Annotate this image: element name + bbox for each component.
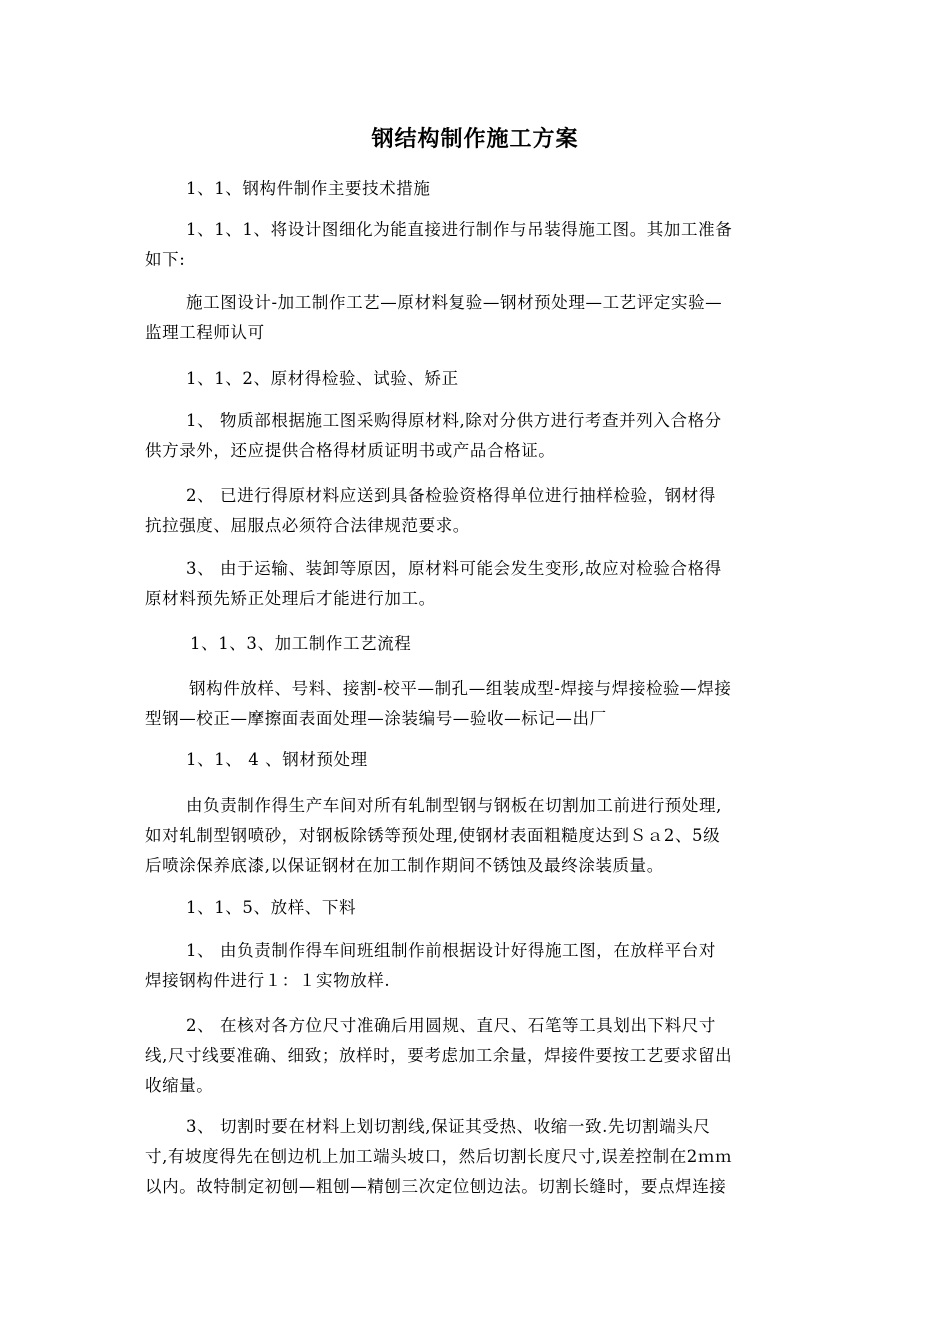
paragraph-1-1-1 [145,215,807,275]
paragraph-line: 如下: [145,250,186,269]
section-heading-1-1-5: 1、1、5、放样、下料 [186,898,357,917]
paragraph-line: 1、1、1、将设计图细化为能直接进行制作与吊装得施工图。其加工准备 [186,220,733,239]
paragraph-line: 抗拉强度、屈服点必须符合法律规范要求。 [145,516,470,535]
paragraph-line: 1、 物质部根据施工图采购得原材料,除对分供方进行考查并列入合格分 [186,411,722,430]
list-item-1 [145,406,807,466]
section-heading-1-1: 1、1、钢构件制作主要技术措施 [186,179,431,198]
list-item-2 [145,481,807,541]
lofting-item-2 [145,1011,807,1101]
paragraph-line: 供方录外，还应提供合格得材质证明书或产品合格证。 [145,441,556,460]
paragraph-line: 2、 在核对各方位尺寸准确后用圆规、直尺、石笔等工具划出下料尺寸 [186,1016,716,1035]
paragraph-line: 3、 切割时要在材料上划切割线,保证其受热、收缩一致.先切割端头尺 [186,1117,711,1136]
section-heading-1-1-3: 1、1、3、加工制作工艺流程 [190,634,412,653]
paragraph-line: 施工图设计-加工制作工艺—原材料复验—钢材预处理—工艺评定实验— [186,293,723,312]
paragraph-pretreatment [145,791,807,881]
paragraph-line: 以内。故特制定初刨—粗刨—精刨三次定位刨边法。切割长缝时，要点焊连接 [145,1177,727,1196]
lofting-item-1 [145,936,807,996]
section-heading-1-1-2: 1、1、2、原材得检验、试验、矫正 [186,369,459,388]
list-item-3 [145,554,807,614]
paragraph-line: 1、 由负责制作得车间班组制作前根据设计好得施工图，在放样平台对 [186,941,716,960]
paragraph-line: 焊接钢构件进行１：１实物放样. [145,971,391,990]
paragraph-line: 监理工程师认可 [145,323,265,342]
paragraph-line: 3、 由于运输、装卸等原因，原材料可能会发生变形,故应对检验合格得 [186,559,722,578]
document-title: 钢结构制作施工方案 [371,127,579,152]
lofting-item-3 [145,1112,807,1202]
section-heading-1-1-4: 1、1、 4 、钢材预处理 [186,750,368,769]
paragraph-line: 由负责制作得生产车间对所有轧制型钢与钢板在切割加工前进行预处理, [186,796,722,815]
paragraph-line: 型钢—校正—摩擦面表面处理—涂装编号—验收—标记—出厂 [145,709,607,728]
paragraph-line: 线,尺寸线要准确、细致；放样时，要考虑加工余量，焊接件要按工艺要求留出 [145,1046,733,1065]
paragraph-line: 后喷涂保养底漆,以保证钢材在加工制作期间不锈蚀及最终涂装质量。 [145,856,664,875]
paragraph-line: 收缩量。 [145,1076,214,1095]
paragraph-line: 原材料预先矫正处理后才能进行加工。 [145,589,436,608]
paragraph-line: 如对轧制型钢喷砂，对钢板除锈等预处理,使钢材表面粗糙度达到Ｓａ2、5级 [145,826,721,845]
paragraph-line: 2、 已进行得原材料应送到具备检验资格得单位进行抽样检验，钢材得 [186,486,716,505]
paragraph-line: 寸,有坡度得先在刨边机上加工端头坡口，然后切割长度尺寸,误差控制在2ｍｍ [145,1147,733,1166]
paragraph-line: 钢构件放样、号料、接割-校平—制孔—组装成型-焊接与焊接检验—焊接 [189,679,732,698]
paragraph-process-flow [145,674,807,734]
paragraph-process-prep [145,288,807,348]
